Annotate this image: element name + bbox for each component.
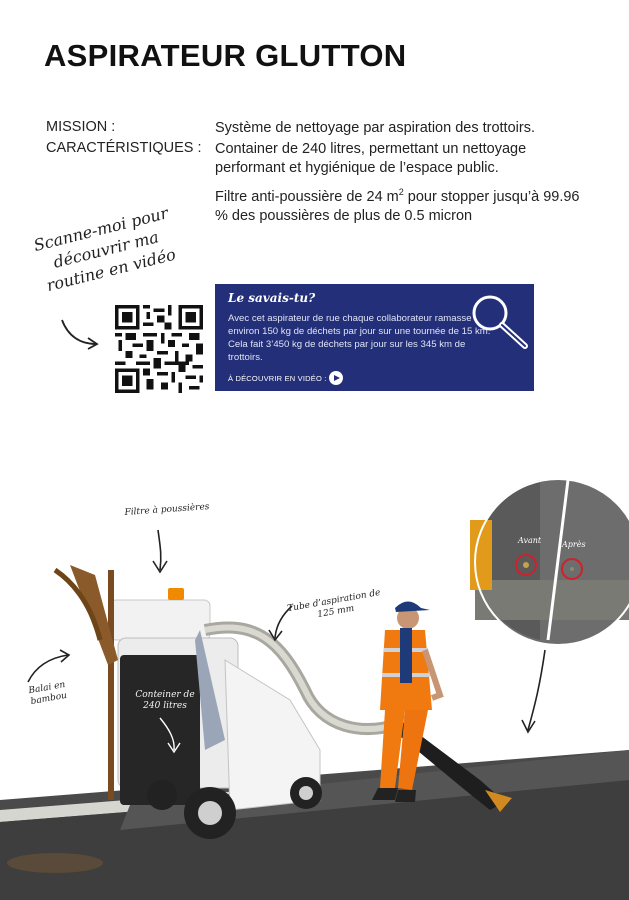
info-box-body: Avec cet aspirateur de rue chaque collaborateur ramasse environ 150 kg de déchets par jour sur une tournée de 15 km. Cela fait 3’450 kg de déchets par jour sur les 345 km de trottoirs.	[228, 313, 491, 363]
container-note: Conteiner de 240 litres	[135, 690, 195, 711]
scan-note: Scanne-moi pour découvrir ma routine en vidéo	[31, 203, 178, 296]
features-text-1: Container de 240 litres, permettant un nettoyage performant et hygiénique de l’espace public.	[215, 141, 527, 176]
filter-note: Filtre à poussières	[124, 502, 210, 518]
info-box	[215, 284, 534, 391]
superscript: 2	[398, 187, 404, 197]
features-text-2	[215, 183, 595, 226]
info-box-cta[interactable]: À DÉCOUVRIR EN VIDÉO :	[228, 374, 327, 383]
features-label: CARACTÉRISTIQUES :	[46, 140, 202, 156]
qr-code[interactable]	[115, 305, 203, 393]
street-cleaner-illustration	[0, 450, 629, 900]
features-text-2b: pour stopper jusqu’à 99.96 % des poussières de plus de 0.5 micron	[215, 188, 580, 224]
mission-label: MISSION :	[46, 119, 116, 135]
scan-arrow-icon	[58, 314, 104, 354]
mission-text: Système de nettoyage par aspiration des trottoirs.	[215, 120, 535, 136]
after-label: Après	[562, 540, 586, 549]
broom-note: Balai en bambou	[27, 679, 68, 708]
page-title: ASPIRATEUR GLUTTON	[44, 38, 407, 73]
play-icon[interactable]	[329, 371, 343, 385]
magnifier-icon	[465, 288, 535, 358]
info-box-heading: Le savais-tu?	[228, 291, 316, 305]
features-text-2a: Filtre anti-poussière de 24 m	[215, 188, 399, 205]
tube-note: Tube d’aspiration de 125 mm	[286, 587, 382, 621]
before-label: Avant	[518, 536, 542, 545]
